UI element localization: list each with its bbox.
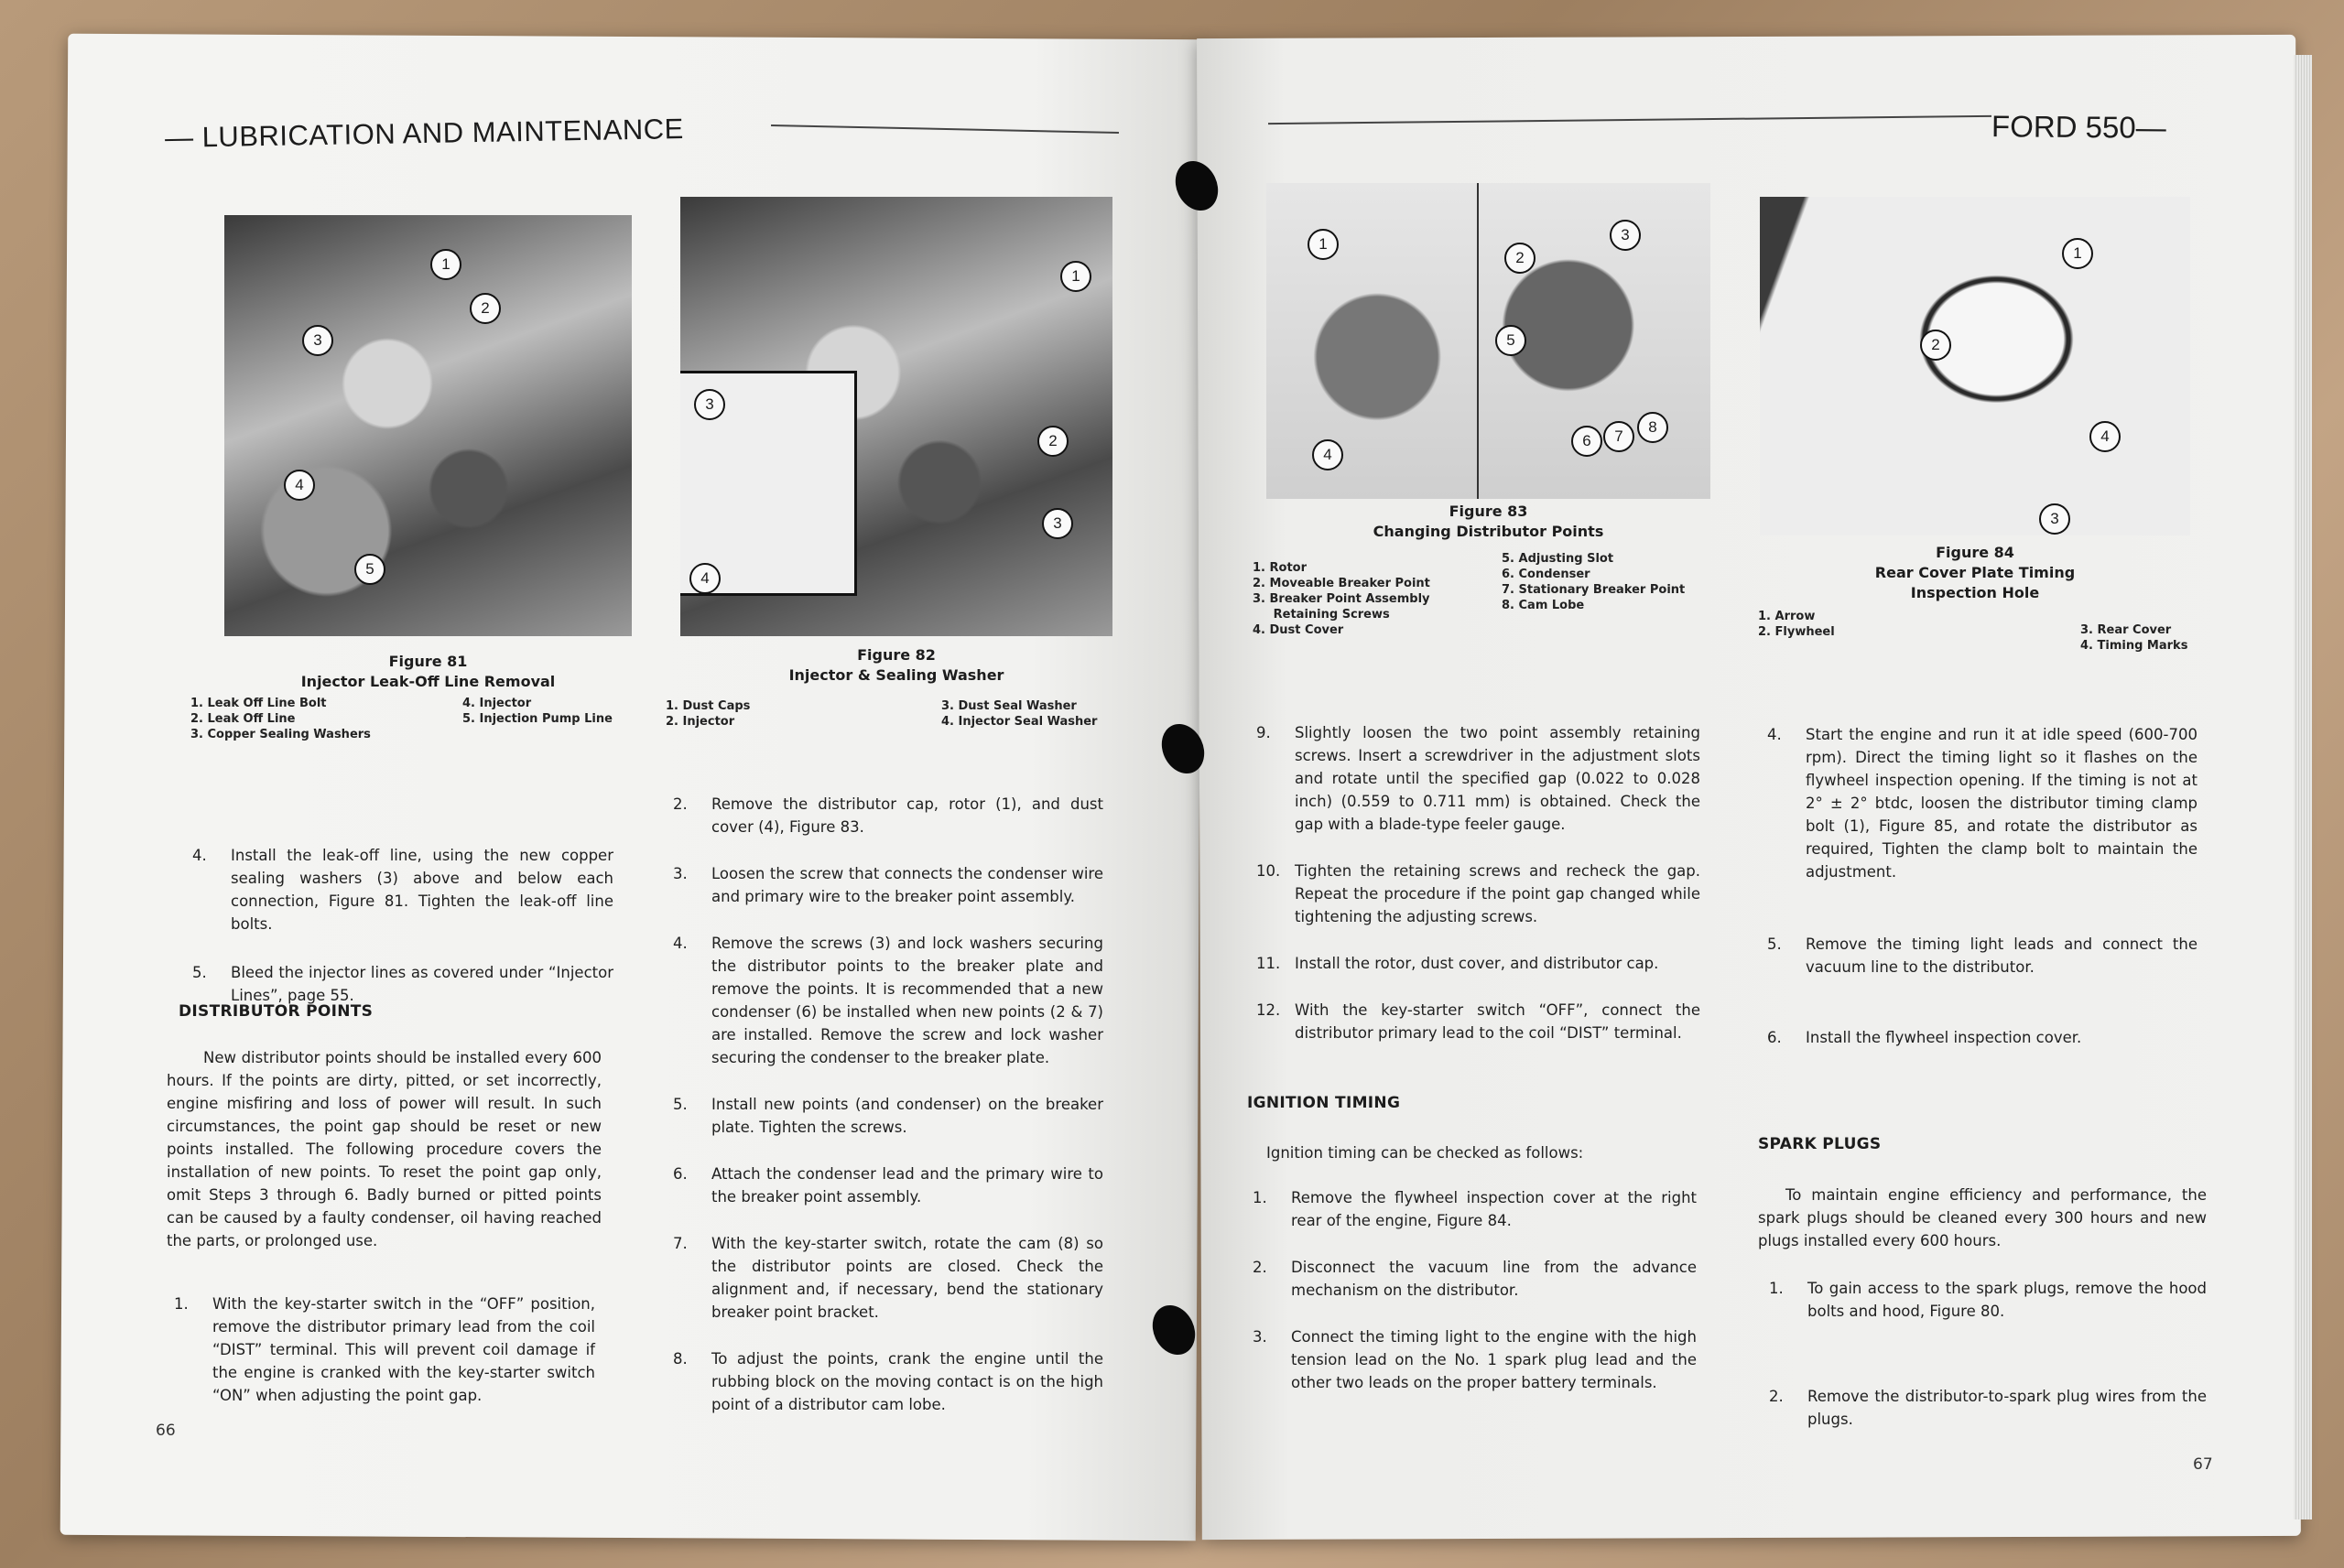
step-item	[1769, 1277, 2207, 1323]
legend-item: 1. Arrow	[1758, 610, 1816, 623]
legend-item: 4. Dust Cover	[1253, 623, 1344, 637]
legend-item: 4. Timing Marks	[2080, 639, 2188, 653]
spark-intro: To maintain engine efficiency and performance, the spark plugs should be cleaned every 300 hours and new plugs installed every 600 hours.	[1758, 1186, 2207, 1249]
step-item	[673, 793, 1103, 838]
legend-item: 4. Injector Seal Washer	[941, 715, 1098, 729]
step-item	[192, 844, 613, 935]
figure-subtitle: Injector Leak-Off Line Removal	[300, 673, 556, 690]
callout: 4	[2089, 421, 2121, 452]
figure-title: Figure 83	[1449, 503, 1528, 520]
left-col1-steps	[192, 844, 613, 1007]
figure-82-legend-right	[941, 698, 1097, 730]
step-number: 3.	[1253, 1328, 1267, 1346]
callout: 4	[1312, 439, 1343, 470]
step-item	[673, 1162, 1103, 1208]
step-item	[1767, 933, 2198, 979]
running-header-right: FORD 550—	[1991, 109, 2166, 145]
figure-title: Figure 82	[857, 646, 936, 664]
step-item	[1767, 723, 2198, 883]
callout: 2	[1037, 426, 1069, 457]
step-number: 4.	[673, 935, 688, 952]
step-text: Remove the screws (3) and lock washers securing the distributor points to the breaker plate and remove the points. It is recommended that a new condenser (6) be installed when new points (2 & 7) are installed. Remove the screw and lock washer securing the condenser to the breaker plate.	[711, 935, 1103, 1066]
legend-item: 1. Dust Caps	[666, 699, 751, 713]
callout: 2	[1920, 330, 1951, 361]
figure-title: Figure 84	[1936, 544, 2014, 561]
step-number: 5.	[673, 1096, 688, 1113]
ignition-intro: Ignition timing can be checked as follows:	[1266, 1144, 1584, 1162]
figure-81-image	[224, 215, 632, 636]
step-number: 1.	[1253, 1189, 1267, 1206]
step-item	[192, 961, 613, 1007]
step-text: Loosen the screw that connects the condenser wire and primary wire to the breaker point assembly.	[711, 865, 1103, 905]
step-number: 1.	[174, 1295, 189, 1313]
step-number: 11.	[1256, 955, 1281, 972]
step-text: Connect the timing light to the engine with the high tension lead on the No. 1 spark plug lead and the other two leads on the proper battery terminals.	[1291, 1328, 1697, 1391]
figure-82-image	[680, 197, 1112, 636]
figure-84-image	[1760, 197, 2190, 535]
figure-subtitle: Rear Cover Plate Timing Inspection Hole	[1874, 564, 2076, 601]
callout: 5	[354, 554, 385, 585]
legend-item: Retaining Screws	[1253, 608, 1390, 622]
legend-item: 2. Moveable Breaker Point	[1253, 577, 1430, 590]
figure-81-legend-right	[462, 696, 613, 727]
left-col2-steps	[673, 793, 1103, 1416]
callout: 3	[694, 389, 725, 420]
step-text: Remove the timing light leads and connect the vacuum line to the distributor.	[1806, 935, 2198, 976]
step-item	[1253, 1325, 1697, 1394]
step-number: 6.	[673, 1165, 688, 1183]
step-text: Slightly loosen the two point assembly retaining screws. Insert a screwdriver in the adjustment slots and rotate until the specified gap (0.022 to 0.028 inch) (0.559 to 0.711 mm) is obtained. Check the gap with a blade-type feeler gauge.	[1295, 724, 1700, 833]
legend-item: 2. Flywheel	[1758, 625, 1835, 639]
page-edges	[2294, 55, 2312, 1519]
figure-83-image	[1266, 183, 1710, 499]
legend-item: 4. Injector	[462, 697, 532, 710]
step-item	[673, 932, 1103, 1069]
callout: 1	[2062, 238, 2093, 269]
step-number: 4.	[1767, 726, 1782, 743]
step-item	[1256, 721, 1700, 836]
step-number: 1.	[1769, 1280, 1784, 1297]
step-item	[673, 1347, 1103, 1416]
figure-subtitle: Changing Distributor Points	[1373, 523, 1604, 540]
step-number: 12.	[1256, 1001, 1281, 1019]
legend-item: 2. Injector	[666, 715, 735, 729]
step-text: Start the engine and run it at idle speed (600-700 rpm). Direct the timing light so it flashes on the flywheel inspection opening. If the timing is not at 2° ± 2° btdc, loosen the distributor timing clamp bolt (1), Figure 85, and rotate the distributor as required, Tighten the clamp bolt to maintain the adjustment.	[1806, 726, 2198, 881]
figure-84-legend-left	[1758, 609, 1835, 640]
figure-81-legend-left	[190, 696, 371, 742]
step-item	[1256, 952, 1700, 975]
section-heading-spark-plugs: SPARK PLUGS	[1758, 1135, 1882, 1153]
step-text: With the key-starter switch, rotate the cam (8) so the distributor points are closed. Check the alignment and, if necessary, bend the stationary breaker point bracket.	[711, 1235, 1103, 1321]
callout: 4	[689, 563, 721, 594]
figure-84-legend-right	[2080, 622, 2187, 654]
left-col1-step1	[174, 1292, 595, 1407]
step-number: 4.	[192, 847, 207, 864]
figure-divider	[1477, 183, 1479, 499]
step-item	[1256, 999, 1700, 1044]
step-text: Bleed the injector lines as covered under “Injector Lines”, page 55.	[231, 964, 613, 1004]
figure-title: Figure 81	[388, 653, 468, 670]
callout: 3	[1610, 220, 1641, 251]
step-number: 10.	[1256, 862, 1281, 880]
step-item	[673, 862, 1103, 908]
figure-83-legend-right	[1502, 551, 1685, 613]
step-text: Remove the flywheel inspection cover at the right rear of the engine, Figure 84.	[1291, 1189, 1697, 1229]
page-number-left: 66	[156, 1422, 176, 1440]
section-heading-ignition-timing: IGNITION TIMING	[1247, 1094, 1401, 1112]
figure-82-legend-left	[666, 698, 750, 730]
callout: 3	[1042, 508, 1073, 539]
figure-subtitle: Injector & Sealing Washer	[788, 666, 1004, 684]
step-text: Remove the distributor cap, rotor (1), and dust cover (4), Figure 83.	[711, 795, 1103, 836]
callout: 5	[1495, 325, 1526, 356]
step-text: Remove the distributor-to-spark plug wires from the plugs.	[1807, 1388, 2207, 1428]
figure-81-caption	[224, 652, 632, 692]
legend-item: 3. Dust Seal Washer	[941, 699, 1077, 713]
step-text: Disconnect the vacuum line from the advance mechanism on the distributor.	[1291, 1259, 1697, 1299]
callout: 1	[430, 249, 461, 280]
figure-84-caption	[1760, 543, 2190, 603]
step-text: Install the leak-off line, using the new copper sealing washers (3) above and below each connection, Figure 81. Tighten the leak-off line bolts.	[231, 847, 613, 933]
legend-item: 1. Rotor	[1253, 561, 1308, 575]
step-item	[1253, 1186, 1697, 1232]
legend-item: 1. Leak Off Line Bolt	[190, 697, 327, 710]
ignition-steps	[1253, 1186, 1697, 1394]
callout: 1	[1060, 261, 1091, 292]
step-text: With the key-starter switch in the “OFF” position, remove the distributor primary lead from the coil “DIST” terminal. This will prevent coil damage if the engine is cranked with the key-starter switch “ON” when adjusting the point gap.	[212, 1295, 595, 1404]
legend-item: 3. Breaker Point Assembly	[1253, 592, 1430, 606]
callout: 7	[1603, 421, 1634, 452]
step-number: 8.	[673, 1350, 688, 1368]
legend-item: 7. Stationary Breaker Point	[1502, 583, 1686, 597]
step-text: Install new points (and condenser) on the breaker plate. Tighten the screws.	[711, 1096, 1103, 1136]
legend-item: 3. Rear Cover	[2080, 623, 2172, 637]
step-text: Install the flywheel inspection cover.	[1806, 1029, 2082, 1046]
right-col1-steps	[1256, 721, 1700, 1044]
step-number: 6.	[1767, 1029, 1782, 1046]
running-header-left: — LUBRICATION AND MAINTENANCE	[164, 113, 685, 154]
step-text: Tighten the retaining screws and recheck the gap. Repeat the procedure if the point gap changed while tightening the adjusting screws.	[1295, 862, 1700, 925]
legend-item: 6. Condenser	[1502, 568, 1590, 581]
step-text: To gain access to the spark plugs, remove the hood bolts and hood, Figure 80.	[1807, 1280, 2207, 1320]
legend-item: 5. Adjusting Slot	[1502, 552, 1614, 566]
step-number: 7.	[673, 1235, 688, 1252]
legend-item: 3. Copper Sealing Washers	[190, 728, 371, 741]
step-item	[1769, 1385, 2207, 1431]
callout: 1	[1308, 229, 1339, 260]
distributor-intro: New distributor points should be installed every 600 hours. If the points are dirty, pitted, or set incorrectly, engine misfiring and loss of power will result. In such circumstances, the point gap should be reset or new points installed. The following procedure covers the installation of new points. To reset the point gap only, omit Steps 3 through 6. Badly burned or pitted points can be caused by a faulty condenser, oil having reached the parts, or prolonged use.	[167, 1049, 602, 1249]
step-number: 9.	[1256, 724, 1271, 741]
step-item	[673, 1232, 1103, 1324]
legend-item: 8. Cam Lobe	[1502, 599, 1585, 612]
figure-82-caption	[680, 645, 1112, 686]
legend-item: 5. Injection Pump Line	[462, 712, 613, 726]
step-item	[1253, 1256, 1697, 1302]
step-number: 2.	[1253, 1259, 1267, 1276]
step-number: 3.	[673, 865, 688, 882]
callout: 2	[1504, 243, 1536, 274]
step-item	[174, 1292, 595, 1407]
step-number: 2.	[1769, 1388, 1784, 1405]
step-number: 5.	[1767, 935, 1782, 953]
right-col2-steps	[1767, 723, 2198, 1049]
step-item	[1256, 860, 1700, 928]
figure-83-legend-left	[1253, 560, 1430, 638]
callout: 3	[302, 325, 333, 356]
figure-83-caption	[1266, 502, 1710, 542]
legend-item: 2. Leak Off Line	[190, 712, 296, 726]
step-text: To adjust the points, crank the engine until the rubbing block on the moving contact is on the high point of a distributor cam lobe.	[711, 1350, 1103, 1413]
step-number: 2.	[673, 795, 688, 813]
step-number: 5.	[192, 964, 207, 981]
step-text: Install the rotor, dust cover, and distributor cap.	[1295, 955, 1659, 972]
callout: 6	[1571, 426, 1602, 457]
step-item	[673, 1093, 1103, 1139]
spark-steps	[1769, 1277, 2207, 1431]
callout: 2	[470, 293, 501, 324]
step-text: Attach the condenser lead and the primary wire to the breaker point assembly.	[711, 1165, 1103, 1206]
callout: 8	[1637, 412, 1668, 443]
callout: 4	[284, 470, 315, 501]
step-text: With the key-starter switch “OFF”, connect the distributor primary lead to the coil “DIST” terminal.	[1295, 1001, 1700, 1042]
page-number-right: 67	[2193, 1455, 2213, 1474]
step-item	[1767, 1026, 2198, 1049]
callout: 3	[2039, 503, 2070, 535]
section-heading-distributor-points: DISTRIBUTOR POINTS	[179, 1002, 374, 1021]
